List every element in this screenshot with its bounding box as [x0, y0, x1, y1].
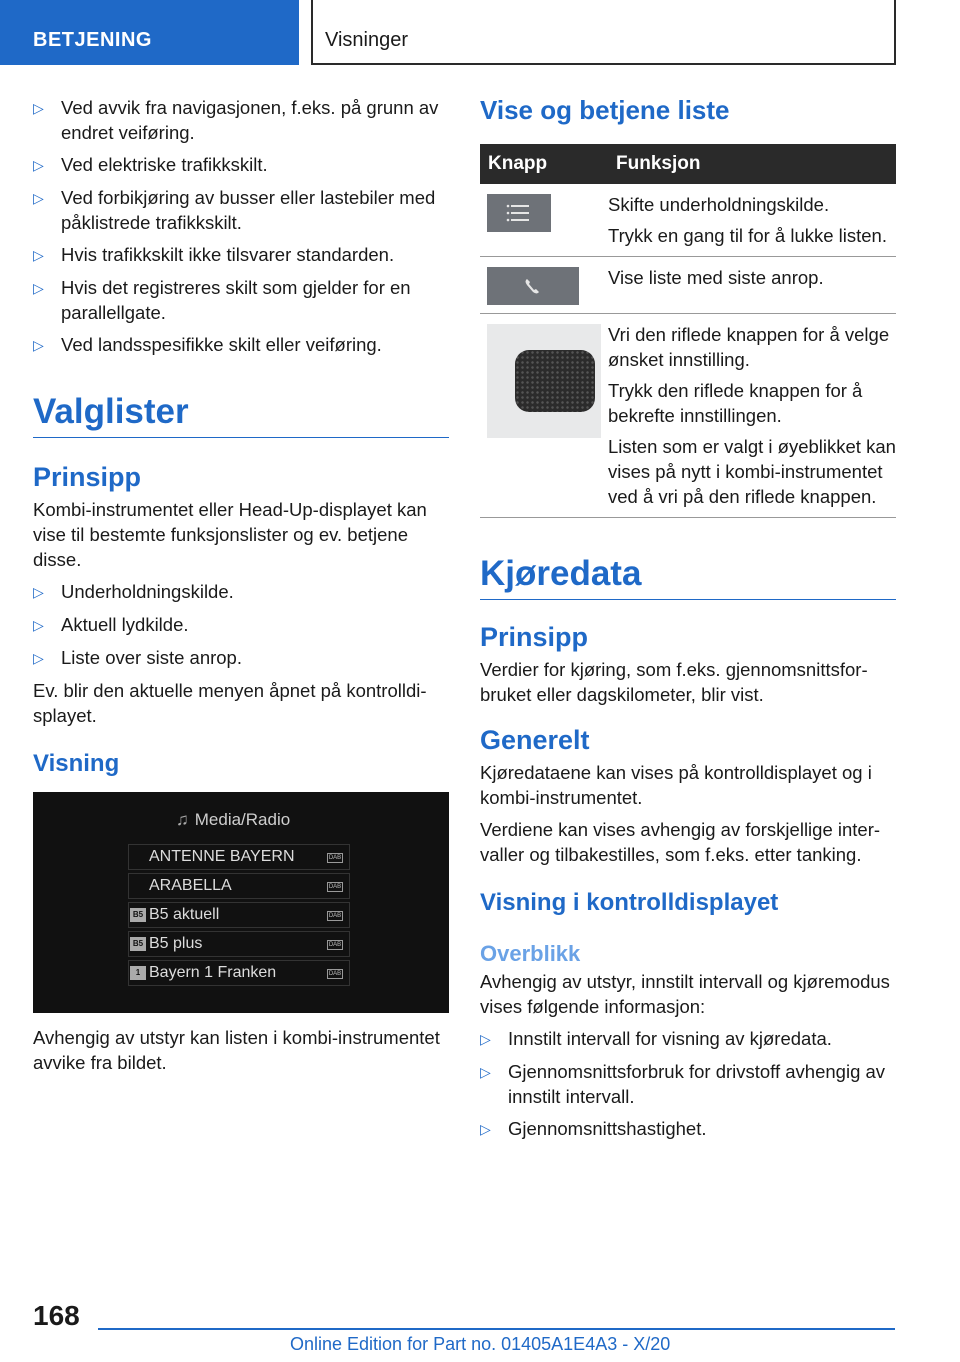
media-icon: ♫ [176, 810, 189, 829]
bullet-triangle-icon: ▷ [33, 100, 44, 116]
button-function-table [480, 144, 896, 518]
station-list-item [128, 931, 350, 957]
paragraph-generelt-1: Kjøredataene kan vises på kontrolldisplayet og i kombi-instrumentet. [480, 762, 872, 808]
left-column [33, 95, 449, 1082]
list-item [480, 1026, 896, 1052]
bullet-triangle-icon: ▷ [480, 1031, 491, 1047]
preset-badge: B5 [130, 937, 146, 951]
heading-prinsipp-kd: Prinsipp [480, 622, 589, 652]
heading-vise-liste: Vise og betjene liste [480, 95, 730, 125]
heading-visning-kontrolldisplay: Visning i kontrolldisplayet [480, 889, 779, 916]
page-number: 168 [33, 1300, 80, 1331]
station-list-item [128, 960, 350, 986]
chapter-tab: Visninger [311, 0, 896, 65]
bullet-triangle-icon: ▷ [33, 190, 44, 206]
heading-visning: Visning [33, 750, 120, 777]
list-menu-icon [487, 194, 551, 232]
dab-badge: DAB [328, 971, 342, 977]
table-cell-text: Trykk en gang til for å lukke listen. [608, 225, 887, 246]
table-row [480, 314, 896, 518]
paragraph-generelt-2: Verdiene kan vises avhengig av forskjellige intervaller og tilbakestilles, som f.eks. etter tanking. [480, 819, 881, 865]
heading-generelt: Generelt [480, 725, 590, 755]
table-row [480, 257, 896, 314]
bullet-triangle-icon: ▷ [33, 617, 44, 633]
bullet-list-info [480, 1026, 896, 1142]
paragraph-menu: Ev. blir den aktuelle menyen åpnet på kontrolldisplayet. [33, 680, 427, 726]
list-item [33, 185, 449, 235]
list-item [480, 1116, 896, 1142]
phone-icon [487, 267, 579, 305]
bullet-list-lists [33, 579, 449, 671]
list-item-text: Hvis det registreres skilt som gjelder for en parallellgate. [61, 277, 411, 323]
section-tab: BETJENING [0, 0, 299, 65]
table-header-knapp: Knapp [480, 144, 608, 184]
paragraph-overblikk: Avhengig av utstyr, innstilt intervall og kjøremodus vises følgende informasjon: [480, 971, 890, 1017]
list-item-text: Liste over siste anrop. [61, 647, 242, 668]
table-cell-text: Skifte underholdningskilde. [608, 194, 830, 215]
list-item [33, 242, 449, 268]
list-item-text: Ved landsspesifikke skilt eller veiføring. [61, 334, 382, 355]
list-item [480, 1059, 896, 1109]
heading-valglister: Valglister [33, 392, 449, 438]
bullet-triangle-icon: ▷ [33, 584, 44, 600]
list-item [33, 612, 449, 638]
station-list-item [128, 873, 350, 899]
list-item-text: Gjennomsnittsforbruk for drivstoff avhengig av innstilt intervall. [508, 1061, 886, 1107]
dab-badge: DAB [328, 942, 342, 948]
bullet-triangle-icon: ▷ [480, 1121, 491, 1137]
list-item-text: Ved avvik fra navigasjonen, f.eks. på grunn av endret veiføring. [61, 97, 439, 143]
table-cell-text: Vise liste med siste anrop. [608, 267, 824, 288]
station-label: B5 plus [149, 935, 203, 952]
bullet-triangle-icon: ▷ [33, 280, 44, 296]
right-column [480, 95, 896, 1149]
dab-badge: DAB [328, 913, 342, 919]
bullet-list-conditions [33, 95, 449, 358]
preset-badge: B5 [130, 908, 146, 922]
table-cell-text: Trykk den riflede knappen for å bekrefte innstillingen. [608, 380, 863, 426]
bullet-triangle-icon: ▷ [33, 157, 44, 173]
station-label: ANTENNE BAYERN [149, 848, 295, 865]
display-screenshot [33, 792, 449, 1013]
controller-knob-icon [487, 324, 601, 438]
table-cell-text: Vri den riflede knappen for å velge ønsket innstilling. [608, 324, 890, 370]
station-label: B5 aktuell [149, 906, 220, 923]
station-list-item [128, 844, 350, 870]
station-label: ARABELLA [149, 877, 232, 894]
preset-badge: 1 [130, 966, 146, 980]
table-header-funksjon: Funksjon [608, 144, 896, 184]
list-item-text: Gjennomsnittshastighet. [508, 1118, 707, 1139]
screen-title: ♫ Media/Radio [176, 810, 291, 829]
table-cell-text: Listen som er valgt i øyeblikket kan vises på nytt i kombi-instrumentet ved å vri på den riflede knappen. [608, 436, 896, 507]
bullet-triangle-icon: ▷ [33, 247, 44, 263]
bullet-triangle-icon: ▷ [480, 1064, 491, 1080]
paragraph-prinsipp-kd: Verdier for kjøring, som f.eks. gjennomsnittsforbruket eller dagskilometer, blir vist. [480, 659, 868, 705]
heading-kjoredata: Kjøredata [480, 554, 896, 600]
list-item-text: Aktuell lydkilde. [61, 614, 189, 635]
edition-note: Online Edition for Part no. 01405A1E4A3 - X/20 [290, 1334, 671, 1354]
list-item [33, 332, 449, 358]
bullet-triangle-icon: ▷ [33, 337, 44, 353]
list-item-text: Ved forbikjøring av busser eller lastebiler med påklistrede trafikkskilt. [61, 187, 436, 233]
list-item [33, 645, 449, 671]
heading-overblikk: Overblikk [480, 941, 581, 966]
dab-badge: DAB [328, 855, 342, 861]
paragraph-caption: Avhengig av utstyr kan listen i kombi-instrumentet avvike fra bildet. [33, 1027, 440, 1073]
paragraph-prinsipp: Kombi-instrumentet eller Head-Up-displayet kan vise til bestemte funksjonslister og ev. betjene disse. [33, 499, 427, 570]
dab-badge: DAB [328, 884, 342, 890]
list-item-text: Innstilt intervall for visning av kjøredata. [508, 1028, 832, 1049]
station-label: Bayern 1 Franken [149, 964, 277, 981]
list-item-text: Underholdningskilde. [61, 581, 234, 602]
table-row [480, 184, 896, 257]
station-list-item [128, 902, 350, 928]
list-item-text: Ved elektriske trafikkskilt. [61, 154, 268, 175]
footer-divider [98, 1328, 895, 1330]
list-item [33, 95, 449, 145]
list-item [33, 579, 449, 605]
list-item-text: Hvis trafikkskilt ikke tilsvarer standarden. [61, 244, 395, 265]
list-item [33, 275, 449, 325]
heading-prinsipp: Prinsipp [33, 462, 142, 492]
list-item [33, 152, 449, 178]
bullet-triangle-icon: ▷ [33, 650, 44, 666]
